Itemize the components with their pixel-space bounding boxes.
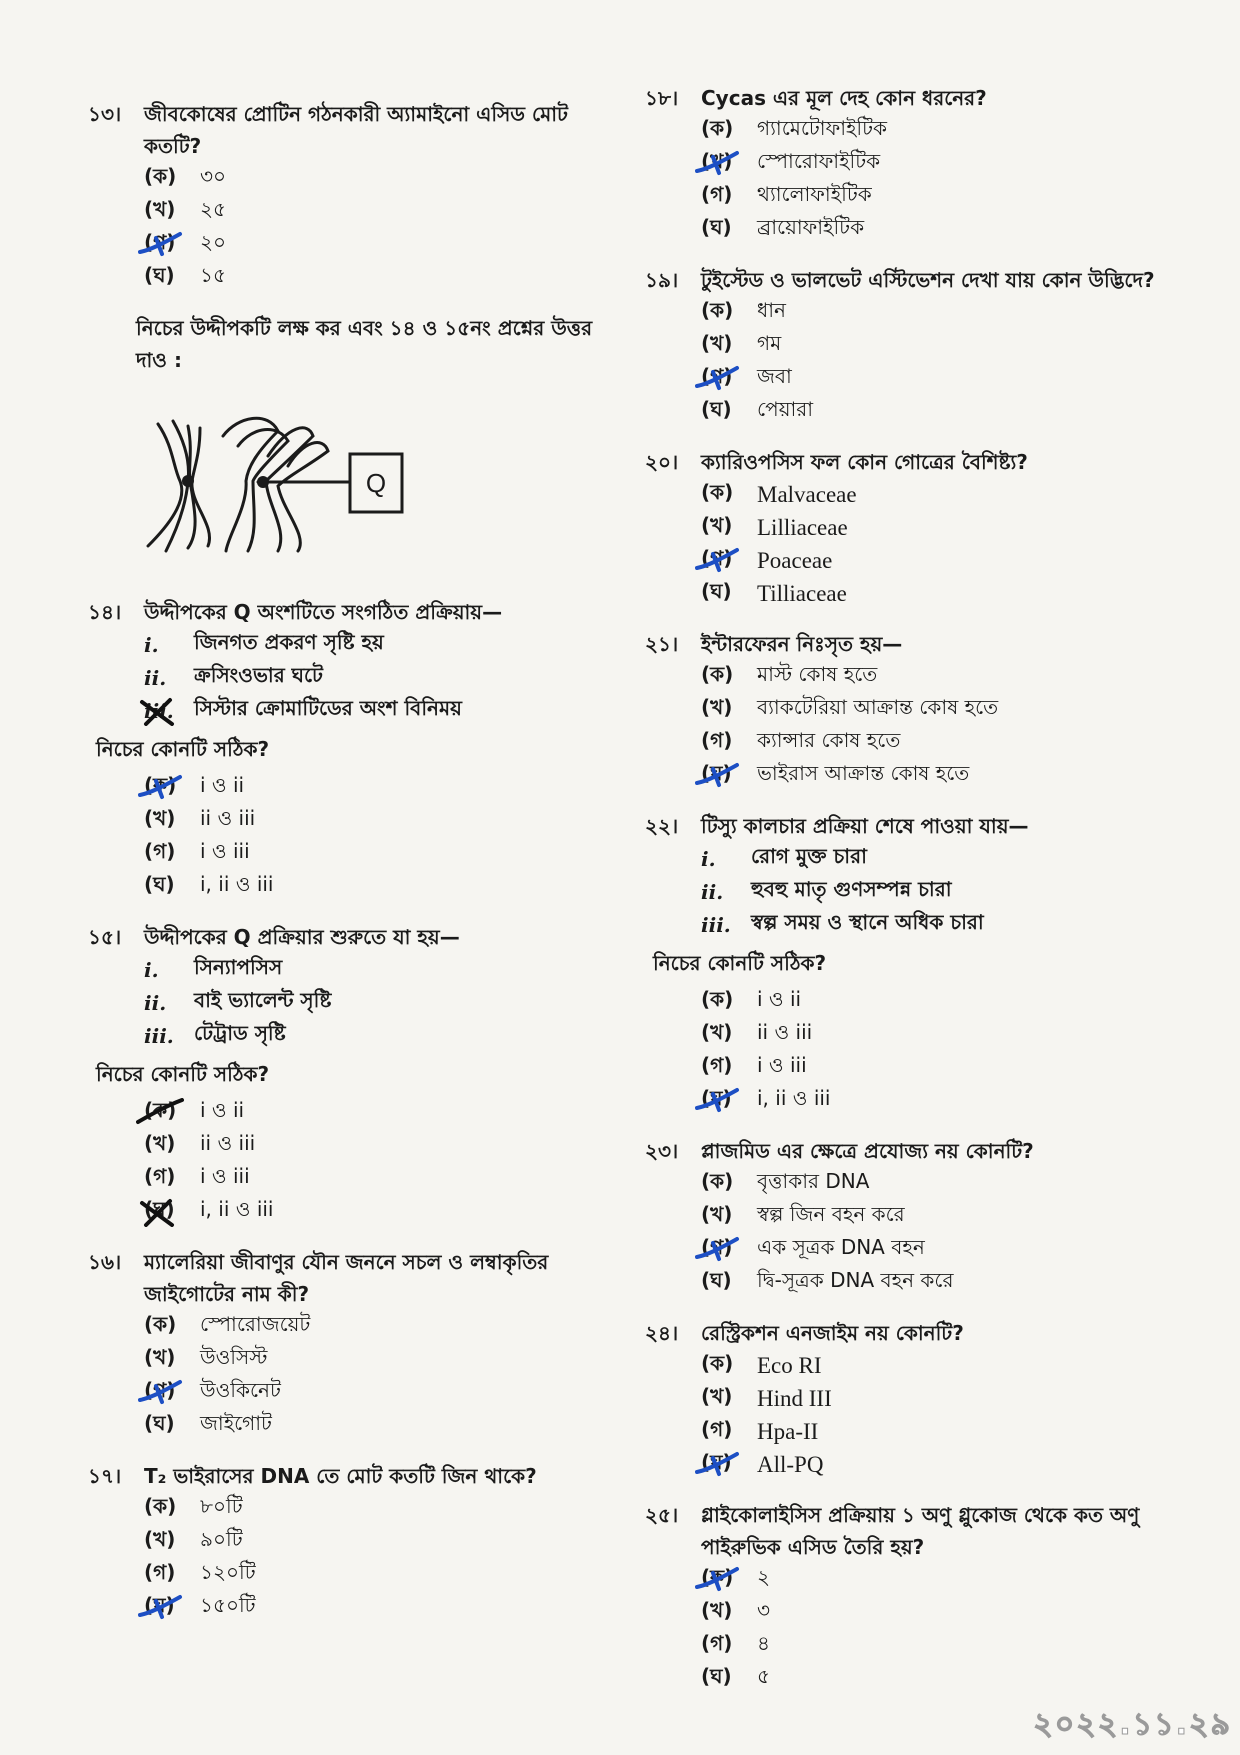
- statement: [701, 842, 1180, 875]
- question-25: [645, 1499, 1180, 1695]
- option-list: [701, 114, 1180, 246]
- option: [701, 1596, 1180, 1629]
- option-text: ৩০: [200, 164, 227, 188]
- option-list: [144, 1492, 608, 1624]
- option: [144, 1492, 608, 1525]
- question-header: [645, 1499, 1180, 1563]
- option-label: (ঘ): [701, 397, 732, 421]
- question-number: ১৬।: [88, 1250, 122, 1274]
- option: [701, 1266, 1180, 1299]
- sub-question: নিচের কোনটি সঠিক?: [96, 1062, 270, 1086]
- statement-list: [701, 842, 1180, 941]
- option: [701, 362, 1180, 395]
- option-label: (গ): [701, 1631, 733, 1655]
- option-text: স্পোরোফাইটিক: [757, 149, 881, 173]
- option: [701, 1233, 1180, 1266]
- option: [701, 726, 1180, 759]
- option-label: (ঘ): [701, 1268, 732, 1292]
- question-header: [645, 628, 1180, 660]
- option: [701, 1563, 1180, 1596]
- option-list: [701, 296, 1180, 428]
- question-text: রেস্ট্রিকশন এনজাইম নয় কোনটি?: [701, 1321, 964, 1345]
- option-label: (গ): [701, 546, 733, 570]
- option-label: (ক): [144, 773, 177, 797]
- question-text: উদ্দীপকের Q প্রক্রিয়ার শুরুতে যা হয়—: [144, 925, 460, 949]
- option: [144, 804, 608, 837]
- option: [144, 1558, 608, 1591]
- option: [701, 1448, 1180, 1481]
- option: [701, 395, 1180, 428]
- option: [701, 1051, 1180, 1084]
- option-label: (খ): [701, 513, 733, 537]
- option-label: (গ): [701, 1053, 733, 1077]
- option-list: [701, 1167, 1180, 1299]
- option: [144, 261, 608, 294]
- option-text: i ও ii: [200, 1098, 245, 1122]
- option: [701, 1018, 1180, 1051]
- option: [701, 147, 1180, 180]
- statement: [144, 694, 608, 727]
- statement-label: iii.: [144, 698, 174, 723]
- option: [701, 511, 1180, 544]
- option-text: i, ii ও iii: [200, 1197, 274, 1221]
- option-text: i ও iii: [200, 1164, 250, 1188]
- option: [701, 1167, 1180, 1200]
- option-label: (ক): [701, 662, 734, 686]
- option: [144, 162, 608, 195]
- option: [144, 837, 608, 870]
- option-text: গ্যামেটোফাইটিক: [757, 116, 888, 140]
- option: [701, 1349, 1180, 1382]
- option-label: (ক): [701, 298, 734, 322]
- option: [701, 759, 1180, 792]
- option-label: (ক): [144, 1098, 177, 1122]
- option-text: ব্রায়োফাইটিক: [757, 215, 865, 239]
- option-text: i ও ii: [200, 773, 245, 797]
- option: [701, 296, 1180, 329]
- option-text: ২৫: [200, 197, 226, 221]
- statement: [144, 661, 608, 694]
- statement-text: টেট্রাড সৃষ্টি: [194, 1021, 286, 1045]
- option-label: (ক): [701, 480, 734, 504]
- question-header: [88, 596, 608, 628]
- option: [701, 1629, 1180, 1662]
- statement-list: [144, 628, 608, 727]
- option-label: (গ): [144, 1560, 176, 1584]
- option: [701, 577, 1180, 610]
- option-text: উওসিস্ট: [200, 1345, 268, 1369]
- question-13: [88, 98, 608, 294]
- question-text: Cycas এর মূল দেহ কোন ধরনের?: [701, 86, 987, 110]
- statement-label: i.: [701, 846, 716, 871]
- option: [701, 478, 1180, 511]
- option-label: (ক): [701, 1169, 734, 1193]
- option: [701, 1662, 1180, 1695]
- option-list: [144, 1096, 608, 1228]
- option-list: [144, 162, 608, 294]
- question-16: [88, 1246, 608, 1442]
- statement-text: হুবহু মাতৃ গুণসম্পন্ন চারা: [751, 877, 952, 901]
- option-text: Lilliaceae: [757, 514, 848, 540]
- option: [701, 213, 1180, 246]
- option: [144, 1525, 608, 1558]
- option-label: (ঘ): [144, 263, 175, 287]
- option: [144, 1310, 608, 1343]
- question-number: ২০।: [645, 450, 679, 474]
- option-text: Tilliaceae: [757, 580, 847, 606]
- option-text: দ্বি-সূত্রক DNA বহন করে: [757, 1268, 954, 1292]
- option-text: Hind III: [757, 1385, 832, 1411]
- option-label: (ঘ): [144, 1411, 175, 1435]
- option-list: [144, 1310, 608, 1442]
- option-list: [701, 660, 1180, 792]
- option-label: (খ): [144, 197, 176, 221]
- option-text: ১২০টি: [200, 1560, 256, 1584]
- option: [701, 1200, 1180, 1233]
- question-number: ২১।: [645, 632, 679, 656]
- question-21: [645, 628, 1180, 792]
- date-stamp: ২০২২.১১.২৯: [1033, 1707, 1232, 1742]
- option-text: All-PQ: [757, 1451, 824, 1477]
- option-label: (গ): [701, 364, 733, 388]
- question-text: গ্লাইকোলাইসিস প্রক্রিয়ায় ১ অণু গ্লুকোজ থেকে কত অণু পাইরুভিক এসিড তৈরি হয়?: [701, 1503, 1140, 1559]
- question-number: ২২।: [645, 814, 679, 838]
- question-20: [645, 446, 1180, 610]
- option: [144, 870, 608, 903]
- option-text: জবা: [757, 364, 792, 388]
- option-label: (খ): [701, 331, 733, 355]
- option-text: ৯০টি: [200, 1527, 243, 1551]
- question-number: ১৩।: [88, 102, 122, 126]
- option-label: (গ): [144, 1378, 176, 1402]
- option: [144, 1343, 608, 1376]
- option: [144, 1195, 608, 1228]
- option-text: মাস্ট কোষ হতে: [757, 662, 878, 686]
- option-label: (গ): [144, 839, 176, 863]
- option-label: (ক): [144, 164, 177, 188]
- option-label: (ঘ): [144, 872, 175, 896]
- statement: [144, 953, 608, 986]
- option-text: i ও iii: [757, 1053, 807, 1077]
- option: [144, 1129, 608, 1162]
- option-text: i, ii ও iii: [757, 1086, 831, 1110]
- option-text: ভাইরাস আক্রান্ত কোষ হতে: [757, 761, 970, 785]
- statement: [701, 908, 1180, 941]
- option: [144, 1591, 608, 1624]
- left-column: [88, 98, 608, 1642]
- statement-text: রোগ মুক্ত চারা: [751, 844, 867, 868]
- option-text: ১৫০টি: [200, 1593, 256, 1617]
- option-label: (খ): [701, 1598, 733, 1622]
- option-label: (ক): [144, 1494, 177, 1518]
- question-header: [88, 1460, 608, 1492]
- statement-text: জিনগত প্রকরণ সৃষ্টি হয়: [194, 630, 384, 654]
- option-label: (গ): [701, 728, 733, 752]
- question-header: [88, 921, 608, 953]
- option-label: (খ): [144, 1131, 176, 1155]
- option-text: ৪: [757, 1631, 770, 1655]
- diagram-label-q: Q: [365, 468, 387, 498]
- chromosome-diagram: [128, 406, 458, 556]
- question-text: T₂ ভাইরাসের DNA তে মোট কতটি জিন থাকে?: [144, 1464, 537, 1488]
- option-label: (ক): [701, 116, 734, 140]
- question-19: [645, 264, 1180, 428]
- option-list: [701, 985, 1180, 1117]
- option: [701, 180, 1180, 213]
- option-label: (ঘ): [701, 579, 732, 603]
- option-label: (খ): [144, 1527, 176, 1551]
- question-text: টিস্যু কালচার প্রক্রিয়া শেষে পাওয়া যায়—: [701, 814, 1029, 838]
- option-text: ২: [757, 1565, 771, 1589]
- option-label: (ঘ): [144, 1197, 175, 1221]
- statement: [144, 628, 608, 661]
- option: [701, 660, 1180, 693]
- option-label: (খ): [701, 1020, 733, 1044]
- question-header: [645, 82, 1180, 114]
- option: [701, 1084, 1180, 1117]
- question-header: [645, 264, 1180, 296]
- stimulus-instruction: নিচের উদ্দীপকটি লক্ষ কর এবং ১৪ ও ১৫নং প্রশ্নের উত্তর দাও :: [136, 316, 593, 372]
- question-text: উদ্দীপকের Q অংশটিতে সংগঠিত প্রক্রিয়ায়—: [144, 600, 503, 624]
- question-header: [645, 1317, 1180, 1349]
- option-text: Eco RI: [757, 1352, 822, 1378]
- option-text: ৩: [757, 1598, 771, 1622]
- statement-label: iii.: [144, 1023, 174, 1048]
- option: [701, 1415, 1180, 1448]
- question-header: [88, 98, 608, 162]
- question-number: ২৪।: [645, 1321, 679, 1345]
- option-text: ক্যান্সার কোষ হতে: [757, 728, 901, 752]
- option-label: (ঘ): [701, 1450, 732, 1474]
- question-text: ইন্টারফেরন নিঃসৃত হয়—: [701, 632, 903, 656]
- option-text: i ও iii: [200, 839, 250, 863]
- option-text: Malvaceae: [757, 481, 857, 507]
- question-header: [645, 446, 1180, 478]
- question-number: ২৩।: [645, 1139, 679, 1163]
- option-text: Hpa-II: [757, 1418, 819, 1444]
- question-number: ১৭।: [88, 1464, 122, 1488]
- question-text: জীবকোষের প্রোটিন গঠনকারী অ্যামাইনো এসিড মোট কতটি?: [144, 102, 568, 158]
- option-text: স্পোরোজয়েট: [200, 1312, 311, 1336]
- option-label: (খ): [144, 1345, 176, 1369]
- question-22: [645, 810, 1180, 1117]
- option-text: এক সূত্রক DNA বহন: [757, 1235, 925, 1259]
- question-15: [88, 921, 608, 1228]
- statement-label: iii.: [701, 912, 731, 937]
- option: [701, 544, 1180, 577]
- statement-text: স্বল্প সময় ও স্থানে অধিক চারা: [751, 910, 984, 934]
- option-label: (ঘ): [701, 761, 732, 785]
- statement-list: [144, 953, 608, 1052]
- question-text: ম্যালেরিয়া জীবাণুর যৌন জননে সচল ও লম্বাকৃতির জাইগোটের নাম কী?: [144, 1250, 549, 1306]
- option-label: (গ): [701, 182, 733, 206]
- right-column: [645, 82, 1180, 1713]
- statement-text: সিন্যাপসিস: [194, 955, 283, 979]
- option-text: পেয়ারা: [757, 397, 814, 421]
- question-17: [88, 1460, 608, 1624]
- sub-question: নিচের কোনটি সঠিক?: [96, 737, 270, 761]
- option: [144, 228, 608, 261]
- option: [701, 985, 1180, 1018]
- question-text: ক্যারিওপসিস ফল কোন গোত্রের বৈশিষ্ট্য?: [701, 450, 1028, 474]
- question-number: ১৮।: [645, 86, 679, 110]
- question-number: ২৫।: [645, 1503, 679, 1527]
- option-text: ২০: [200, 230, 227, 254]
- option-list: [701, 1563, 1180, 1695]
- question-number: ১৪।: [88, 600, 122, 624]
- option-text: স্বল্প জিন বহন করে: [757, 1202, 905, 1226]
- option-label: (খ): [701, 695, 733, 719]
- option-label: (খ): [701, 1202, 733, 1226]
- option: [701, 693, 1180, 726]
- option-label: (গ): [701, 1235, 733, 1259]
- option-label: (গ): [701, 1417, 733, 1441]
- option-text: ৮০টি: [200, 1494, 243, 1518]
- sub-question: নিচের কোনটি সঠিক?: [653, 951, 827, 975]
- option-text: ৫: [757, 1664, 770, 1688]
- statement-text: সিস্টার ক্রোমাটিডের অংশ বিনিময়: [194, 696, 462, 720]
- option-label: (ক): [701, 1565, 734, 1589]
- option-label: (ক): [701, 987, 734, 1011]
- question-18: [645, 82, 1180, 246]
- option-text: ii ও iii: [757, 1020, 813, 1044]
- statement-text: ক্রসিংওভার ঘটে: [194, 663, 323, 687]
- question-23: [645, 1135, 1180, 1299]
- question-14: [88, 596, 608, 903]
- option-text: i ও ii: [757, 987, 802, 1011]
- statement: [144, 986, 608, 1019]
- option-label: (ঘ): [144, 1593, 175, 1617]
- option-list: [144, 771, 608, 903]
- statement: [144, 1019, 608, 1052]
- option-text: ii ও iii: [200, 1131, 256, 1155]
- option-text: Poaceae: [757, 547, 833, 573]
- option-label: (ঘ): [701, 1664, 732, 1688]
- option-text: i, ii ও iii: [200, 872, 274, 896]
- option-text: উওকিনেট: [200, 1378, 281, 1402]
- question-header: [645, 810, 1180, 842]
- option-list: [701, 1349, 1180, 1481]
- option-label: (গ): [144, 230, 176, 254]
- option-list: [701, 478, 1180, 610]
- option-label: (খ): [701, 1384, 733, 1408]
- option: [144, 771, 608, 804]
- option-text: ধান: [757, 298, 786, 322]
- option: [144, 1376, 608, 1409]
- question-text: টুইস্টেড ও ভালভেট এস্টিভেশন দেখা যায় কোন উদ্ভিদে?: [701, 268, 1155, 292]
- option-label: (ক): [144, 1312, 177, 1336]
- statement-text: বাই ভ্যালেন্ট সৃষ্টি: [194, 988, 332, 1012]
- option-label: (ঘ): [701, 215, 732, 239]
- question-number: ১৯।: [645, 268, 679, 292]
- option: [144, 1096, 608, 1129]
- statement-label: ii.: [144, 665, 167, 690]
- option: [701, 329, 1180, 362]
- option-label: (ক): [701, 1351, 734, 1375]
- option: [144, 1409, 608, 1442]
- question-text: প্লাজমিড এর ক্ষেত্রে প্রযোজ্য নয় কোনটি?: [701, 1139, 1034, 1163]
- question-header: [88, 1246, 608, 1310]
- question-24: [645, 1317, 1180, 1481]
- statement-label: i.: [144, 957, 159, 982]
- option: [144, 1162, 608, 1195]
- option-label: (ঘ): [701, 1086, 732, 1110]
- option-text: জাইগোট: [200, 1411, 272, 1435]
- statement-label: i.: [144, 632, 159, 657]
- option-text: গম: [757, 331, 782, 355]
- option: [701, 114, 1180, 147]
- option-text: ব্যাকটেরিয়া আক্রান্ত কোষ হতে: [757, 695, 999, 719]
- option-text: ১৫: [200, 263, 226, 287]
- option-label: (গ): [144, 1164, 176, 1188]
- statement-label: ii.: [701, 879, 724, 904]
- option: [144, 195, 608, 228]
- option-label: (খ): [701, 149, 733, 173]
- option-text: থ্যালোফাইটিক: [757, 182, 872, 206]
- option-text: বৃত্তাকার DNA: [757, 1169, 870, 1193]
- statement-label: ii.: [144, 990, 167, 1015]
- option: [701, 1382, 1180, 1415]
- question-header: [645, 1135, 1180, 1167]
- statement: [701, 875, 1180, 908]
- option-label: (খ): [144, 806, 176, 830]
- question-number: ১৫।: [88, 925, 122, 949]
- option-text: ii ও iii: [200, 806, 256, 830]
